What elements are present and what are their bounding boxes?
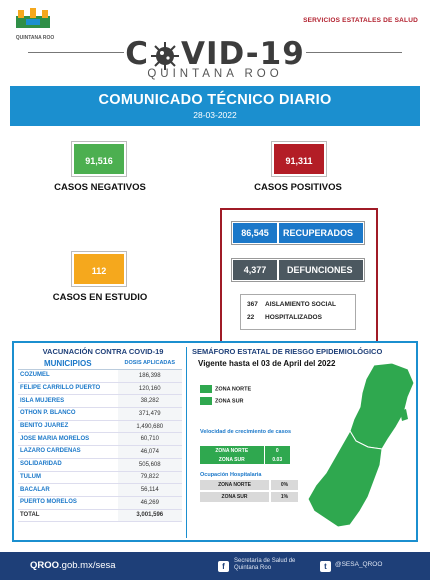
growth-value: 0.03 (264, 455, 290, 464)
recovered-label: RECUPERADOS (283, 228, 354, 238)
footer (0, 552, 430, 580)
title-letter-c: C (125, 36, 149, 72)
occupancy-value: 0% (270, 480, 298, 491)
cases-under-study-value: 112 (72, 252, 126, 286)
dosis-value: 56,114 (118, 484, 182, 497)
dosis-value: 46,074 (118, 446, 182, 459)
dosis-value: 46,269 (118, 496, 182, 509)
report-banner (10, 86, 420, 126)
dosis-value: 79,822 (118, 471, 182, 484)
dosis-value: 186,398 (118, 370, 182, 383)
panel-divider (186, 347, 187, 538)
zone-name: ZONA NORTE (200, 480, 270, 491)
table-row (200, 480, 298, 491)
semaphore-validity: Vigente hasta el 03 de April del 2022 (198, 359, 336, 368)
hospitalized-label: HOSPITALIZADOS (265, 314, 322, 321)
negative-cases-label: CASOS NEGATIVOS (54, 182, 146, 193)
deaths-value: 4,377 (233, 260, 279, 280)
website-link[interactable] (30, 560, 116, 571)
dosis-value: 60,710 (118, 433, 182, 446)
zone-name: ZONA SUR (200, 491, 270, 503)
dosis-value: 1,490,680 (118, 420, 182, 433)
website-domain-rest: .gob.mx/sesa (59, 560, 116, 571)
logo-text: QUINTANA ROO (15, 35, 55, 41)
table-row (18, 408, 182, 421)
vaccination-table-header (18, 358, 182, 370)
legend-label: ZONA SUR (215, 398, 244, 405)
twitter-handle[interactable]: @SESA_QROO (335, 561, 383, 568)
dosis-value: 371,479 (118, 408, 182, 421)
deaths-label: DEFUNCIONES (287, 265, 353, 275)
col-dosis: DOSIS APLICADAS (118, 358, 182, 370)
municipio-name: SOLIDARIDAD (18, 458, 118, 471)
banner-title: COMUNICADO TÉCNICO DIARIO (98, 92, 332, 108)
page-title (0, 36, 430, 72)
map-zona-norte (350, 363, 414, 449)
col-municipios: MUNICIPIOS (18, 358, 118, 370)
growth-rate-table (200, 446, 290, 464)
dosis-value: 38,282 (118, 395, 182, 408)
zone-name: ZONA SUR (200, 455, 264, 464)
municipio-name: LAZARO CARDENAS (18, 446, 118, 459)
green-swatch (200, 397, 212, 405)
agency-name: SERVICIOS ESTATALES DE SALUD (303, 17, 418, 24)
municipio-name: JOSE MARIA MORELOS (18, 433, 118, 446)
municipio-name: BACALAR (18, 484, 118, 497)
total-row (18, 509, 182, 522)
zone-name: ZONA NORTE (200, 446, 264, 455)
table-row (18, 420, 182, 433)
quintana-roo-map (304, 361, 416, 531)
isolation-value: 367 (247, 301, 258, 308)
facebook-account[interactable]: Secretaría de Salud de Quintana Roo (234, 558, 296, 571)
vaccination-table (18, 358, 182, 522)
municipio-name: TULUM (18, 471, 118, 484)
dosis-value: 120,160 (118, 382, 182, 395)
cases-under-study-label: CASOS EN ESTUDIO (52, 292, 148, 303)
twitter-icon[interactable]: t (320, 561, 331, 572)
hospital-occupancy-table (200, 480, 298, 504)
dosis-value: 505,608 (118, 458, 182, 471)
total-label: TOTAL (18, 509, 118, 522)
municipio-name: BENITO JUAREZ (18, 420, 118, 433)
table-row (18, 458, 182, 471)
recovered-box (232, 222, 364, 244)
green-swatch (200, 385, 212, 393)
table-row (18, 370, 182, 383)
website-domain-bold: QROO (30, 560, 60, 571)
deaths-box (232, 259, 364, 281)
hospitalized-value: 22 (247, 314, 255, 321)
municipio-name: FELIPE CARRILLO PUERTO (18, 382, 118, 395)
active-cases-box (240, 294, 356, 330)
occupancy-value: 1% (270, 491, 298, 503)
coronavirus-icon (150, 41, 180, 71)
municipio-name: COZUMEL (18, 370, 118, 383)
isolation-row (247, 298, 349, 311)
municipio-name: OTHON P. BLANCO (18, 408, 118, 421)
vaccination-and-semaphore-panel (12, 341, 418, 542)
vaccination-title: VACUNACIÓN CONTRA COVID-19 (42, 347, 164, 356)
table-row (200, 446, 290, 455)
table-row (18, 433, 182, 446)
facebook-icon[interactable]: f (218, 561, 229, 572)
municipio-name: ISLA MUJERES (18, 395, 118, 408)
isolation-label: AISLAMIENTO SOCIAL (265, 301, 337, 308)
recovered-value: 86,545 (233, 223, 279, 243)
total-value: 3,001,596 (118, 509, 182, 522)
hospitalized-row (247, 311, 349, 324)
legend-zona-sur (200, 397, 244, 405)
table-row (18, 382, 182, 395)
title-rest: VID-19 (180, 36, 305, 72)
legend-zona-norte (200, 385, 251, 393)
municipio-name: PUERTO MORELOS (18, 496, 118, 509)
growth-value: 0 (264, 446, 290, 455)
legend-label: ZONA NORTE (215, 386, 252, 393)
positive-cases-value: 91,311 (272, 142, 326, 176)
table-row (200, 491, 298, 503)
table-row (18, 395, 182, 408)
page-subtitle: QUINTANA ROO (147, 68, 283, 80)
growth-rate-title: Velocidad de crecimiento de casos (200, 429, 292, 435)
positive-cases-label: CASOS POSITIVOS (254, 182, 342, 193)
crown-logo-icon (10, 8, 56, 30)
table-row (18, 471, 182, 484)
map-island (400, 409, 408, 421)
hospital-occupancy-title: Ocupación Hospitalaria (200, 472, 262, 478)
table-row (18, 484, 182, 497)
semaphore-title: SEMÁFORO ESTATAL DE RIESGO EPIDEMIOLÓGICO (192, 347, 383, 356)
table-row (18, 446, 182, 459)
table-row (18, 496, 182, 509)
negative-cases-value: 91,516 (72, 142, 126, 176)
table-row (200, 455, 290, 464)
report-date: 28-03-2022 (193, 110, 237, 120)
